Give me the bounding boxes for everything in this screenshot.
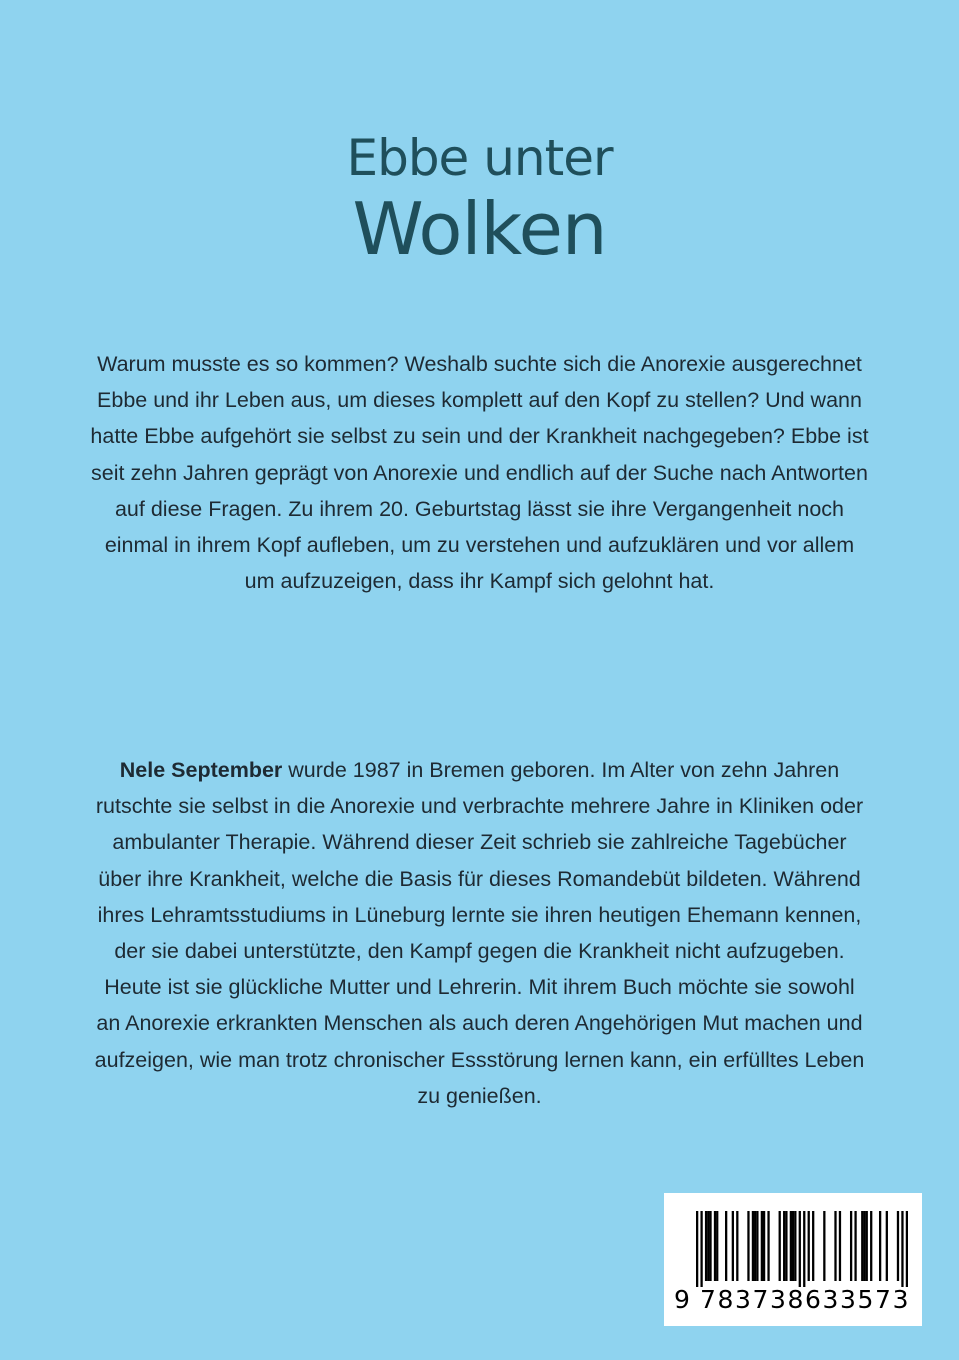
author-bio: [90, 752, 869, 1114]
barcode-bar: [861, 1211, 863, 1281]
barcode-bar: [839, 1211, 841, 1281]
barcode-bar: [705, 1211, 707, 1281]
barcode-bar: [808, 1211, 810, 1281]
author-name: Nele September: [119, 758, 283, 782]
book-title-line-1: Ebbe unter: [346, 129, 613, 187]
barcode-bar: [779, 1211, 781, 1281]
book-title-line-2: Wolken: [352, 187, 607, 271]
book-blurb: Warum musste es so kommen? Weshalb suchte sich die Anorexie ausgerechnet Ebbe und ihr Leben aus, um dieses komplett auf den Kopf zu stellen? Und wann hatte Ebbe aufgehört sie selbst zu sein und der Krankheit nachgegeben? Ebbe ist seit zehn Jahren geprägt von Anorexie und endlich auf der Suche nach Antworten auf diese Fragen. Zu ihrem 20. Geburtstag lässt sie ihre Vergangenheit noch einmal in ihrem Kopf aufleben, um zu verstehen und aufzuklären und vor allem um aufzuzeigen, dass ihr Kampf sich gelohnt hat.: [90, 352, 869, 594]
barcode-bar: [870, 1211, 872, 1281]
barcode-bar: [696, 1211, 698, 1287]
barcode-bar: [792, 1211, 794, 1281]
barcode-bar: [716, 1211, 718, 1281]
barcode-bar: [823, 1211, 825, 1281]
barcode-bar: [752, 1211, 754, 1281]
barcode-bar: [812, 1211, 814, 1281]
barcode-bar: [863, 1211, 865, 1281]
barcode-bar: [767, 1211, 769, 1281]
barcode-bar: [790, 1211, 792, 1281]
barcode-bar: [850, 1211, 852, 1281]
barcode-bar: [803, 1211, 805, 1287]
barcode-bars: [696, 1211, 908, 1287]
barcode-bar: [709, 1211, 711, 1281]
barcode-bar: [901, 1211, 903, 1287]
barcode-bar: [714, 1211, 716, 1281]
barcode-bar: [906, 1211, 908, 1287]
barcode-bar: [756, 1211, 758, 1281]
barcode-bar: [700, 1211, 702, 1287]
barcode-bar: [879, 1211, 881, 1281]
author-bio-text: wurde 1987 in Bremen geboren. Im Alter von zehn Jahren rutschte sie selbst in die Anorexie und verbrachte mehrere Jahre in Kliniken oder ambulanter Therapie. Während dieser Zeit schrieb sie zahlreiche Tagebücher über ihre Krankheit, welche die Basis für dieses Romandebüt bildeten. Während ihres Lehramtsstudiums in Lüneburg lernte sie ihren heutigen Ehemann kennen, der sie dabei unterstützte, den Kampf gegen die Krankheit nicht aufzugeben. Heute ist sie glückliche Mutter und Lehrerin. Mit ihrem Buch möchte sie sowohl an Anorexie erkrankten Menschen als auch deren Angehörigen Mut machen und aufzeigen, wie man trotz chronischer Essstörung lernen kann, ein erfülltes Leben zu genießen.: [94, 758, 865, 1108]
barcode-bar: [707, 1211, 709, 1281]
barcode-bar: [725, 1211, 727, 1281]
barcode-bar: [732, 1211, 734, 1281]
barcode-bar: [854, 1211, 856, 1281]
barcode-bar: [897, 1211, 899, 1281]
barcode-bar: [886, 1211, 888, 1281]
barcode-bar: [794, 1211, 796, 1281]
barcode-bar: [834, 1211, 836, 1281]
barcode-digits: 783738633573: [700, 1285, 911, 1314]
barcode-bar: [866, 1211, 868, 1281]
barcode-bar: [747, 1211, 749, 1281]
isbn-barcode: [664, 1193, 922, 1326]
barcode-first-digit: 9: [674, 1285, 690, 1314]
barcode-bar: [761, 1211, 763, 1281]
barcode-bar: [799, 1211, 801, 1287]
barcode-bar: [763, 1211, 765, 1281]
barcode-bar: [754, 1211, 756, 1281]
barcode-bar: [736, 1211, 738, 1281]
barcode-bar: [785, 1211, 787, 1281]
barcode-bar: [783, 1211, 785, 1281]
